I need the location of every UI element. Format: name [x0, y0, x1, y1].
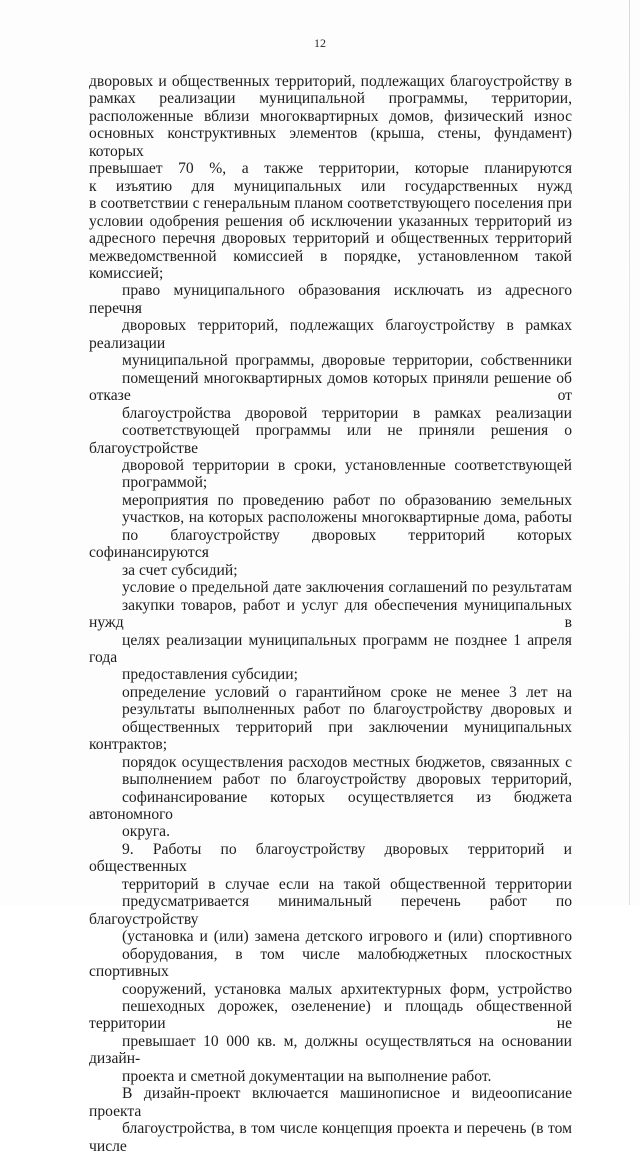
text-line: благоустройства, в том числе концепция проекта и перечень (в том числе	[89, 1120, 572, 1155]
text-line: участков, на которых расположены многоквартирные дома, работы	[122, 509, 572, 527]
text-line: помещений многоквартирных домов которых приняли решение об отказе от	[89, 369, 572, 405]
paragraph	[89, 1085, 572, 1155]
text-line: за счет субсидий;	[122, 561, 238, 579]
text-line: предоставления субсидии;	[122, 666, 298, 684]
text-line: оборудования, в том числе малобюджетных плоскостных спортивных	[89, 945, 572, 981]
text-line: адресного перечня дворовых территорий и общественных территорий	[89, 230, 572, 248]
page-number: 12	[314, 36, 326, 50]
text-line: В дизайн-проект включается машинописное и видеоописание проекта	[89, 1085, 572, 1120]
text-line: программой;	[122, 474, 208, 492]
paragraph	[89, 282, 572, 491]
text-line: муниципальной программы, дворовые территории, собственники	[122, 352, 572, 370]
text-line: межведомственной комиссией в порядке, установленном такой комиссией;	[89, 247, 572, 282]
text-line: расположенные вблизи многоквартирных домов, физический износ	[89, 107, 572, 125]
text-line: право муниципального образования исключать из адресного перечня	[89, 282, 572, 317]
paragraph	[89, 492, 572, 579]
text-line: порядок осуществления расходов местных бюджетов, связанных с	[122, 753, 572, 771]
text-line: предусматривается минимальный перечень работ по благоустройству	[89, 893, 572, 928]
text-line: пешеходных дорожек, озеленение) и площадь общественной территории не	[89, 998, 572, 1033]
text-line: общественных территорий при заключении муниципальных контрактов;	[89, 718, 572, 754]
text-line: софинансирование которых осуществляется из бюджета автономного	[89, 788, 572, 824]
text-line: округа.	[122, 823, 170, 841]
text-line: дворовых территорий, подлежащих благоустройству в рамках реализации	[89, 317, 572, 352]
paragraph	[89, 73, 572, 282]
text-line: благоустройства дворовой территории в рамках реализации	[122, 404, 572, 422]
text-line: по благоустройству дворовых территорий которых софинансируются	[89, 526, 572, 562]
text-line: рамках реализации муниципальной программы, территории,	[89, 90, 572, 108]
text-line: основных конструктивных элементов (крыша, стены, фундамент) которых	[89, 125, 572, 160]
text-line: мероприятия по проведению работ по образованию земельных	[122, 491, 572, 509]
document-body	[89, 73, 572, 1155]
text-line: определение условий о гарантийном сроке не менее 3 лет на	[122, 683, 572, 701]
text-line: превышает 70 %, а также территории, которые планируются	[89, 160, 572, 178]
paragraph	[89, 754, 572, 841]
paragraph	[89, 579, 572, 684]
text-line: условие о предельной дате заключения соглашений по результатам	[122, 579, 572, 597]
text-line: целях реализации муниципальных программ не позднее 1 апреля года	[89, 631, 572, 666]
paragraph	[89, 684, 572, 754]
text-line: сооружений, установка малых архитектурных форм, устройство	[122, 980, 572, 998]
paragraph	[89, 841, 572, 1085]
text-line: проекта и сметной документации на выполнение работ.	[122, 1067, 492, 1085]
text-line: превышает 10 000 кв. м, должны осуществляться на основании дизайн-	[89, 1032, 572, 1068]
text-line: территорий в случае если на такой общественной территории	[122, 875, 572, 893]
text-line: закупки товаров, работ и услуг для обеспечения муниципальных нужд в	[89, 596, 572, 632]
text-line: 9. Работы по благоустройству дворовых территорий и общественных	[89, 840, 572, 876]
text-line: в соответствии с генеральным планом соответствующего поселения при	[89, 195, 572, 213]
text-line: к изъятию для муниципальных или государственных нужд	[89, 177, 572, 195]
text-line: выполнением работ по благоустройству дворовых территорий,	[122, 771, 572, 789]
text-line: соответствующей программы или не приняли решения о благоустройстве	[89, 422, 572, 457]
text-line: условии одобрения решения об исключении указанных территорий из	[89, 212, 572, 230]
text-line: дворовой территории в сроки, установленные соответствующей	[122, 456, 572, 474]
text-line: дворовых и общественных территорий, подлежащих благоустройству в	[89, 73, 572, 90]
text-line: (установка и (или) замена детского игрового и (или) спортивного	[122, 928, 572, 946]
scan-edge	[629, 0, 630, 905]
text-line: результаты выполненных работ по благоустройству дворовых и	[122, 701, 572, 719]
